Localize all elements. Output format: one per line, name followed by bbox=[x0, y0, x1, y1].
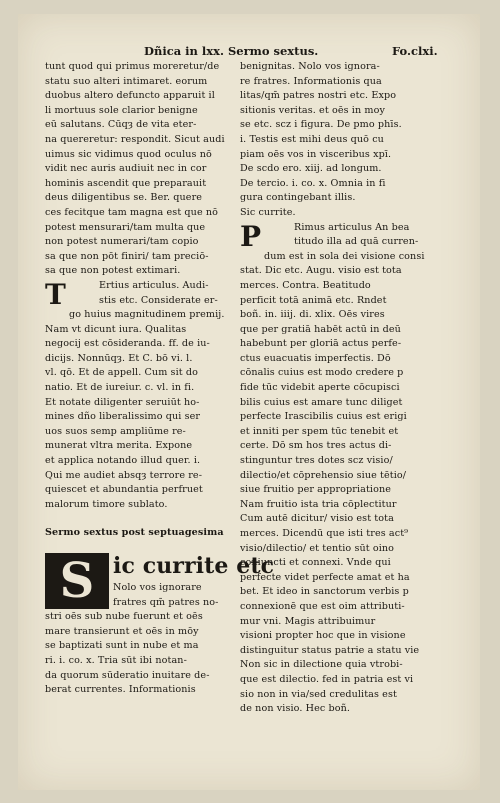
text-line: non potest numerari/tam copio bbox=[45, 236, 199, 248]
text-line: dilectio/et cōprehensio siue tētio/ bbox=[240, 469, 407, 481]
text-line: hominis ascendit que preparauit bbox=[45, 177, 207, 189]
text-line: mare transierunt et oēs in mōy bbox=[45, 625, 199, 637]
sermon-opening bbox=[45, 551, 275, 610]
text-line: ctus euacuatis imperfectis. Dō bbox=[240, 352, 391, 364]
text-line: uimus sic vidimus quod oculus nō bbox=[45, 148, 212, 160]
text-line: go huius magnitudinem premij. bbox=[69, 309, 225, 321]
text-line: que per gratiā habēt actū in deū bbox=[240, 323, 401, 335]
text-line: tunt quod qui primus moreretur/de bbox=[45, 61, 220, 72]
text-line: Rimus articulus An bea bbox=[294, 221, 410, 233]
tertius-paragraph bbox=[45, 277, 239, 311]
text-line: perficit totā animā etc. Rndet bbox=[240, 294, 387, 306]
text-line: bet. Et ideo in sanctorum verbis p bbox=[240, 586, 409, 598]
text-line: stat. Dic etc. Augu. visio est tota bbox=[240, 265, 402, 277]
text-line: statu suo alteri intimaret. eorum bbox=[45, 75, 208, 87]
text-line: negocij est cōsideranda. ff. de iu- bbox=[45, 338, 210, 350]
initial-capital: P bbox=[240, 219, 262, 253]
text-line: se etc. scz i figura. De pmo phīs. bbox=[240, 119, 402, 131]
decorated-initial: S bbox=[45, 553, 109, 609]
initial-capital: T bbox=[45, 277, 66, 311]
text-line: habebunt per gloriā actus perfe- bbox=[240, 338, 402, 350]
text-line: Non sic in dilectione quia vtrobi- bbox=[240, 659, 403, 671]
text-line: benignitas. Nolo vos ignora- bbox=[240, 61, 380, 72]
text-line: certe. Dō sm hos tres actus di- bbox=[240, 440, 392, 452]
text-line: quiescet et abundantia perfruet bbox=[45, 484, 203, 496]
text-line: Nam vt dicunt iura. Qualitas bbox=[45, 323, 187, 335]
text-line: malorum timore sublato. bbox=[45, 498, 168, 510]
text-line: sitionis veritas. et oēs in moy bbox=[240, 104, 385, 116]
left-column bbox=[45, 60, 275, 698]
running-title: Dñica in lxx. Sermo sextus. bbox=[144, 44, 319, 58]
text-line: Nolo vos ignorare bbox=[113, 582, 202, 593]
text-line: piam oēs vos in visceribus xpī. bbox=[240, 148, 392, 160]
text-line: sa que non potest extimari. bbox=[45, 265, 181, 277]
text-line: ri. i. co. x. Tria sūt ibi notan- bbox=[45, 654, 187, 666]
folio-number: Fo.clxi. bbox=[392, 44, 438, 58]
text-block bbox=[45, 60, 239, 279]
text-line: fide tūc videbit aperte cōcupisci bbox=[240, 382, 400, 394]
text-line: mur vni. Magis attribuimur bbox=[240, 615, 376, 627]
text-line: dum est in sola dei visione consi bbox=[264, 250, 425, 262]
text-line: et applica notando illud quer. i. bbox=[45, 455, 201, 467]
text-line: li mortuus sole clarior benigne bbox=[45, 104, 198, 116]
text-line: stis etc. Considerate er- bbox=[99, 294, 218, 306]
text-line: dicijs. Nonnūqȝ. Et C. bō vi. l. bbox=[45, 352, 193, 364]
text-line: distinguitur status patrie a statu vie bbox=[240, 644, 420, 656]
text-line: bilis cuius est amare tunc diliget bbox=[240, 396, 403, 408]
text-line: visio/dilectio/ et tentio sūt oino bbox=[240, 542, 395, 554]
text-line: natio. Et de iureiur. c. vl. in fi. bbox=[45, 382, 195, 394]
text-line: munerat vltra merita. Expone bbox=[45, 440, 193, 452]
text-line: De scdo ero. xiij. ad longum. bbox=[240, 163, 382, 175]
sermon-theme-word: ic currite etc bbox=[113, 553, 275, 579]
text-line: mines dño liberalissimo qui ser bbox=[45, 411, 201, 423]
text-line: et inniti per spem tūc tenebit et bbox=[240, 425, 399, 437]
text-line: da quorum sūderatio inuitare de- bbox=[45, 669, 210, 681]
text-line: visioni propter hoc que in visione bbox=[240, 630, 406, 642]
primus-paragraph bbox=[240, 219, 434, 253]
text-line: merces. Contra. Beatitudo bbox=[240, 279, 371, 291]
text-line: berat currentes. Informationis bbox=[45, 684, 196, 696]
text-line: que est dilectio. fed in patria est vi bbox=[240, 673, 414, 685]
text-line: titudo illa ad quā curren- bbox=[294, 236, 419, 248]
text-line: vl. qō. Et de appell. Cum sit do bbox=[45, 367, 198, 379]
text-line: ces fecitque tam magna est que nō bbox=[45, 206, 219, 218]
text-line: Nam fruitio ista tria cōplectitur bbox=[240, 498, 397, 510]
text-line: duobus altero defuncto apparuit il bbox=[45, 90, 215, 102]
book-page bbox=[18, 14, 480, 790]
text-line: na quereretur: respondit. Sicut audi bbox=[45, 133, 225, 145]
text-line: sa que non pōt finiri/ tam preciō- bbox=[45, 250, 209, 262]
text-line: de non visio. Hec boñ. bbox=[240, 703, 351, 715]
text-line: Sic currite. bbox=[240, 206, 296, 218]
text-line: deus diligentibus se. Ber. quere bbox=[45, 192, 203, 204]
text-line: potest mensurari/tam multa que bbox=[45, 221, 206, 233]
text-line: sio non in via/sed credulitas est bbox=[240, 688, 397, 700]
text-block bbox=[45, 610, 239, 698]
text-line: se baptizati sunt in nube et ma bbox=[45, 640, 199, 652]
text-line: Ertius articulus. Audi- bbox=[99, 279, 209, 291]
text-line: uos suos semp ampliūme re- bbox=[45, 425, 186, 437]
text-line: eū salutans. Cūqȝ de vita eter- bbox=[45, 119, 197, 131]
text-line: perfecte Irascibilis cuius est erigi bbox=[240, 411, 407, 423]
text-line: boñ. in. iiij. di. xlix. Oēs vires bbox=[240, 309, 385, 321]
text-line: cōnalis cuius est modo credere p bbox=[240, 367, 404, 379]
right-column bbox=[240, 60, 434, 717]
text-line: Qui me audiet absqȝ terrore re- bbox=[45, 469, 203, 481]
text-line: merces. Dicendū que isti tres act⁹ bbox=[240, 528, 409, 539]
text-block bbox=[45, 308, 239, 512]
text-line: connexionē que est oim attributi- bbox=[240, 600, 405, 612]
text-line: litas/qm̄ patres nostri etc. Expo bbox=[240, 90, 397, 102]
text-line: gura contingebant illis. bbox=[240, 192, 356, 204]
text-line: vidit nec auris audiuit nec in cor bbox=[45, 163, 207, 175]
text-line: siue fruitio per appropriatione bbox=[240, 484, 392, 496]
text-block bbox=[240, 250, 434, 717]
text-line: stri oēs sub nube fuerunt et oēs bbox=[45, 611, 203, 623]
text-line: coniuncti et connexi. Vnde qui bbox=[240, 557, 391, 569]
text-line: fratres qm̄ patres no- bbox=[113, 596, 219, 608]
text-line: Et notate diligenter seruiūt ho- bbox=[45, 396, 200, 408]
text-line: De tercio. i. co. x. Omnia in fi bbox=[240, 177, 386, 189]
text-line: Cum autē dicitur/ visio est tota bbox=[240, 513, 394, 525]
text-line: perfecte videt perfecte amat et ha bbox=[240, 571, 410, 583]
text-line: i. Testis est mihi deus quō cu bbox=[240, 133, 384, 145]
text-line: re fratres. Informationis qua bbox=[240, 75, 382, 87]
text-block bbox=[240, 60, 434, 221]
text-line: stinguntur tres dotes scz visio/ bbox=[240, 455, 393, 467]
sermon-heading: Sermo sextus post septuagesima bbox=[45, 527, 224, 539]
